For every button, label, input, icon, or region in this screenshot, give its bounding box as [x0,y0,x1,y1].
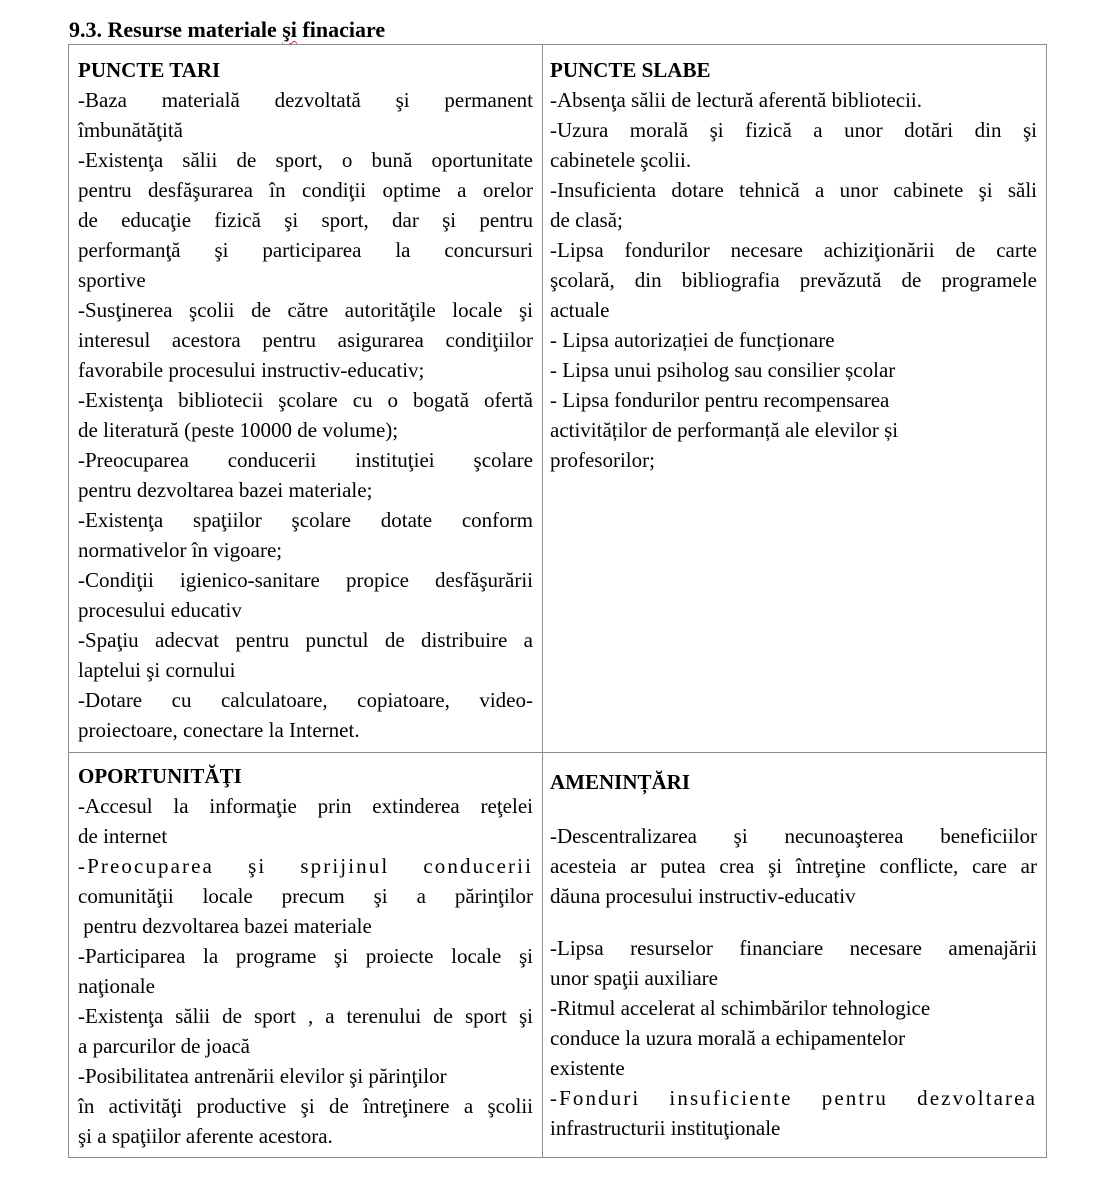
strengths-line: procesului educativ [78,598,242,622]
weaknesses-line: -Insuficienta dotare tehnică a unor cabinete şi săli [550,178,1037,202]
strengths-line: -Preocuparea conducerii instituţiei şcolare [78,448,533,472]
opportunities-line: pentru dezvoltarea bazei materiale [78,914,372,938]
strengths-line: -Existenţa sălii de sport, o bună oportunitate [78,148,533,172]
weaknesses-line: profesorilor; [550,448,655,472]
weaknesses-line: - Lipsa fondurilor pentru recompensarea [550,388,890,412]
threats-heading: AMENINȚĂRI [550,770,691,794]
threats-line: acesteia ar putea crea şi întreţine conflicte, care ar [550,854,1037,878]
strengths-line: pentru desfăşurarea în condiţii optime a orelor [78,178,533,202]
weaknesses-line: şcolară, din bibliografia prevăzută de programele [550,268,1037,292]
weaknesses-line: - Lipsa unui psiholog sau consilier școlar [550,358,896,382]
threats-line: -Descentralizarea şi necunoaşterea beneficiilor [550,824,1037,848]
column-divider [542,45,543,1157]
opportunities-heading: OPORTUNITĂŢI [78,764,242,788]
weaknesses-line: -Absenţa sălii de lectură aferentă bibliotecii. [550,88,923,112]
spacer [550,911,1037,933]
strengths-line: -Dotare cu calculatoare, copiatoare, video- [78,688,533,712]
opportunities-line: naţionale [78,974,155,998]
strengths-line: favorabile procesului instructiv-educativ; [78,358,425,382]
opportunities-line: a parcurilor de joacă [78,1034,250,1058]
threats-line: existente [550,1056,625,1080]
strengths-line: -Baza materială dezvoltată şi permanent [78,88,533,112]
strengths-line: laptelui şi cornului [78,658,236,682]
swot-table [68,44,1047,1158]
opportunities-line: de internet [78,824,168,848]
strengths-line: sportive [78,268,146,292]
opportunities-cell [78,761,533,1151]
weaknesses-heading: PUNCTE SLABE [550,58,711,82]
threats-line: -Ritmul accelerat al schimbărilor tehnologice [550,996,931,1020]
strengths-cell [78,55,533,745]
opportunities-line: în activităţi productive şi de întreţinere a şcolii [78,1094,533,1118]
opportunities-line: -Existenţa sălii de sport , a terenului de sport şi [78,1004,533,1028]
section-title-word: şi [282,17,297,42]
opportunities-line: -Accesul la informaţie prin extinderea reţelei [78,794,533,818]
opportunities-line: -Participarea la programe şi proiecte locale şi [78,944,533,968]
strengths-line: -Existenţa spaţiilor şcolare dotate conform [78,508,533,532]
weaknesses-line: -Lipsa fondurilor necesare achiziţionării de carte [550,238,1037,262]
section-title-suffix: finaciare [296,17,386,42]
threats-line: infrastructurii instituţionale [550,1116,781,1140]
weaknesses-line: actuale [550,298,610,322]
threats-line: -Fonduri insuficiente pentru dezvoltarea [550,1086,1037,1110]
strengths-line: pentru dezvoltarea bazei materiale; [78,478,373,502]
strengths-line: îmbunătăţită [78,118,183,142]
section-title [69,16,385,44]
weaknesses-line: activităților de performanță ale elevilor și [550,418,899,442]
weaknesses-line: - Lipsa autorizației de funcționare [550,328,835,352]
strengths-heading: PUNCTE TARI [78,58,221,82]
spacer [550,797,1037,821]
strengths-line: performanţă şi participarea la concursuri [78,238,533,262]
opportunities-line: comunităţii locale precum şi a părinţilor [78,884,533,908]
opportunities-line: -Posibilitatea antrenării elevilor şi părinţilor [78,1064,447,1088]
strengths-line: interesul acestora pentru asigurarea condiţiilor [78,328,533,352]
strengths-line: de educaţie fizică şi sport, dar şi pentru [78,208,533,232]
strengths-line: -Spaţiu adecvat pentru punctul de distribuire a [78,628,533,652]
strengths-line: de literatură (peste 10000 de volume); [78,418,399,442]
weaknesses-line: cabinetele şcolii. [550,148,692,172]
strengths-line: proiectoare, conectare la Internet. [78,718,360,742]
section-title-prefix: 9.3. Resurse materiale [69,17,283,42]
row-divider [69,752,1046,753]
opportunities-line: -Preocuparea şi sprijinul conducerii [78,854,533,878]
strengths-line: -Susţinerea şcolii de către autorităţile locale şi [78,298,533,322]
threats-line: conduce la uzura morală a echipamentelor [550,1026,906,1050]
threats-cell [550,767,1037,1143]
weaknesses-cell [550,55,1037,475]
weaknesses-line: -Uzura morală şi fizică a unor dotări din şi [550,118,1037,142]
threats-line: dăuna procesului instructiv-educativ [550,884,856,908]
threats-line: unor spaţii auxiliare [550,966,718,990]
strengths-line: -Existenţa bibliotecii şcolare cu o bogată ofertă [78,388,533,412]
threats-line: -Lipsa resurselor financiare necesare amenajării [550,936,1037,960]
opportunities-line: şi a spaţiilor aferente acestora. [78,1124,333,1148]
weaknesses-line: de clasă; [550,208,623,232]
strengths-line: -Condiţii igienico-sanitare propice desfăşurării [78,568,533,592]
strengths-line: normativelor în vigoare; [78,538,283,562]
